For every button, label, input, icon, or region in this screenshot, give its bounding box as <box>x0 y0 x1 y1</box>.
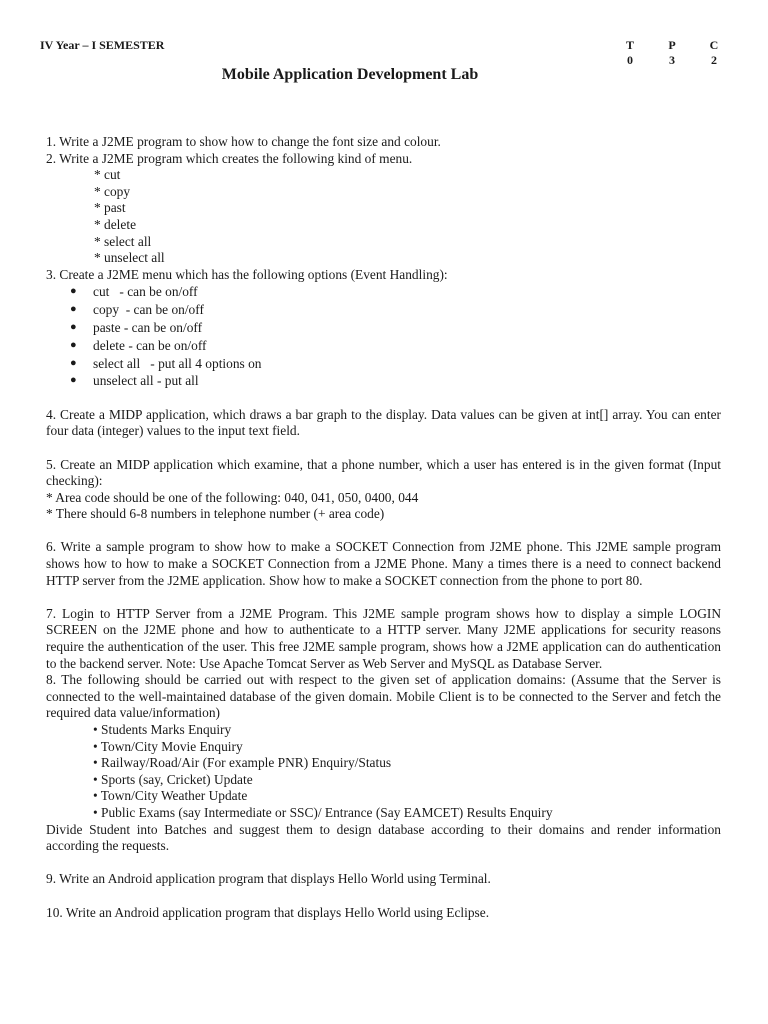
option-item <box>46 319 721 337</box>
exercise-6: 6. Write a sample program to show how to make a SOCKET Connection from J2ME phone. This J2ME sample program shows how to how to make a SOCKET Connection from a J2ME Phone. Many a times there is a need to connect backend HTTP server from the J2ME application. Show how to make a SOCKET connection from the phone to port 80. <box>46 539 721 588</box>
credits-header-c: C <box>709 38 719 52</box>
option-item <box>46 337 721 355</box>
menu-item: * copy <box>94 183 131 199</box>
option-text: select all - put all 4 options on <box>93 355 262 371</box>
bullet-icon: ● <box>70 285 77 298</box>
exercise-8-instructions: Divide Student into Batches and suggest them to design database according to their domains and render information according the requests. <box>46 821 721 854</box>
bullet-icon: ● <box>70 374 77 387</box>
exercise-9: 9. Write an Android application program that displays Hello World using Terminal. <box>46 871 491 887</box>
credits-column-t <box>623 38 637 68</box>
option-text: unselect all - put all <box>93 373 199 389</box>
option-text: copy - can be on/off <box>93 302 204 318</box>
domain-item: • Town/City Movie Enquiry <box>93 738 243 754</box>
option-text: delete - can be on/off <box>93 337 207 353</box>
credits-header-p: P <box>668 38 676 52</box>
page-title: Mobile Application Development Lab <box>221 66 479 83</box>
domain-item: • Town/City Weather Update <box>93 788 248 804</box>
domain-item: • Railway/Road/Air (For example PNR) Enquiry/Status <box>93 755 392 771</box>
spacer <box>46 855 721 872</box>
bullet-icon: ● <box>70 338 77 351</box>
bullet-icon: ● <box>70 320 77 333</box>
option-item <box>46 301 721 319</box>
exercise-3: 3. Create a J2ME menu which has the following options (Event Handling): <box>46 266 448 282</box>
year-semester-label: IV Year – I SEMESTER <box>40 38 165 52</box>
credits-column-p <box>665 38 679 68</box>
spacer <box>46 888 721 905</box>
credits-value-p: 3 <box>669 53 675 67</box>
exercise-2: 2. Write a J2ME program which creates the following kind of menu. <box>46 150 413 166</box>
option-item <box>46 372 721 390</box>
option-item <box>46 283 721 301</box>
menu-item: * cut <box>94 167 121 183</box>
exercise-1: 1. Write a J2ME program to show how to change the font size and colour. <box>46 134 441 149</box>
credits-value-c: 2 <box>711 53 717 67</box>
spacer <box>46 589 721 606</box>
exercise-10: 10. Write an Android application program that displays Hello World using Eclipse. <box>46 904 490 920</box>
credits-value-t: 0 <box>627 53 633 67</box>
credits-header-t: T <box>625 38 634 52</box>
domain-item: • Public Exams (say Intermediate or SSC)/ Entrance (Say EAMCET) Results Enquiry <box>93 804 553 820</box>
format-rule: * There should 6-8 numbers in telephone number (+ area code) <box>46 506 385 522</box>
option-item <box>46 355 721 373</box>
format-rule: * Area code should be one of the following: 040, 041, 050, 0400, 044 <box>46 489 419 505</box>
spacer <box>46 390 721 407</box>
menu-item: * unselect all <box>94 250 165 266</box>
exercise-5: 5. Create an MIDP application which examine, that a phone number, which a user has entered is in the given format (Input checking): <box>46 456 721 489</box>
credits-column-c <box>707 38 721 68</box>
exercise-4: 4. Create a MIDP application, which draws a bar graph to the display. Data values can be given at int[] array. You can enter four data (integer) values to the input text field. <box>46 406 721 439</box>
bullet-icon: ● <box>70 356 77 369</box>
menu-item: * select all <box>94 233 152 249</box>
menu-item: * past <box>94 200 126 216</box>
domain-item: • Sports (say, Cricket) Update <box>93 771 253 787</box>
option-text: paste - can be on/off <box>93 319 203 335</box>
bullet-icon: ● <box>70 303 77 316</box>
menu-item: * delete <box>94 216 137 232</box>
domain-item: • Students Marks Enquiry <box>93 722 232 737</box>
option-text: cut - can be on/off <box>93 284 198 300</box>
exercise-7: 7. Login to HTTP Server from a J2ME Program. This J2ME sample program shows how to display a simple LOGIN SCREEN on the J2ME phone and how to authenticate to a HTTP server. Many J2ME applications for security reasons require the authentication of the user. This free J2ME sample program, shows how a J2ME application can do authentication to the backend server. Note: Use Apache Tomcat Server as Web Server and MySQL as Database Server. <box>46 605 721 671</box>
spacer <box>46 523 721 540</box>
spacer <box>46 440 721 457</box>
exercise-8: 8. The following should be carried out with respect to the given set of application domains: (Assume that the Server is connected to the well-maintained database of the given domain. Mobile Client is to be connected to the Server and fetch the required data value/information) <box>46 672 721 721</box>
exercise-list <box>46 134 721 921</box>
